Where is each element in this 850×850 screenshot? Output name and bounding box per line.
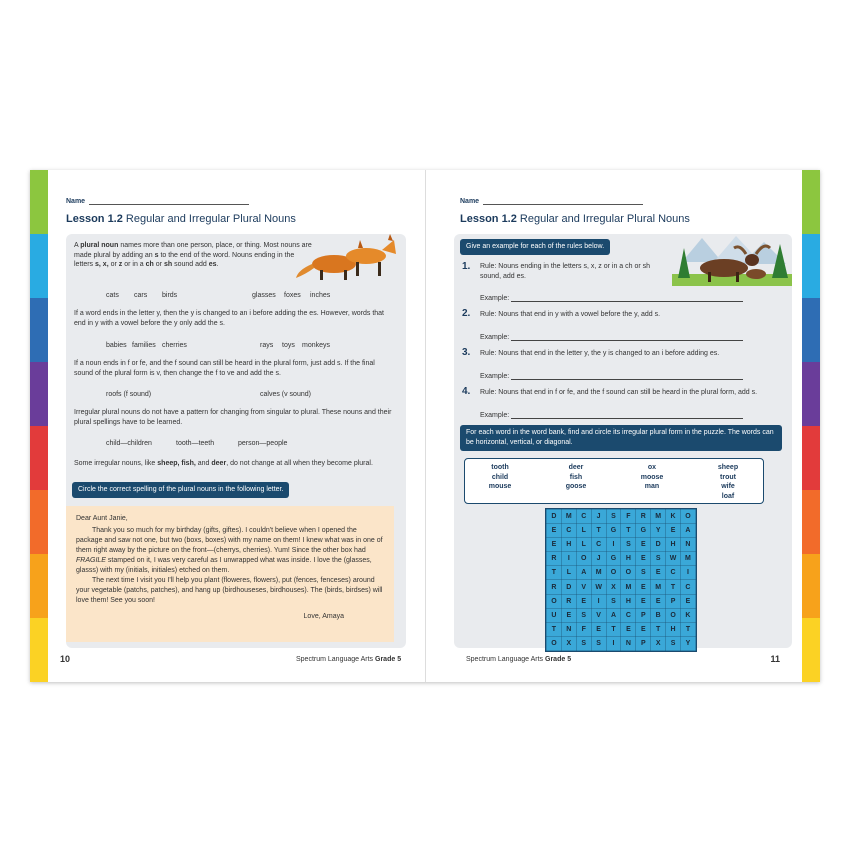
lesson-number: Lesson 1.2 bbox=[460, 213, 517, 225]
puzzle-cell[interactable]: A bbox=[681, 524, 696, 538]
puzzle-cell[interactable]: X bbox=[651, 636, 666, 650]
lesson-panel: A plural noun names more than one person, place, or thing. Most nouns are made plural by adding an s to the end of the word. Nouns ending in the letters s, x, or z or in a ch or sh sound add es. cats cars birds glasses foxes inches If a word ends in the letter y, then the y is changed to an i before adding the es. However, words that end in y with a vowel before the y only add the s. babies families cherries rays toys monkeys If a noun ends in f or fe, and the f sound can still be heard in the plural form, just add s. If the final sound of the plural form is v, then change the f to ve and add the s. roofs (f sound) calves (v sound) Irregular plural nouns do not have a pattern for changing from singular to plural. These nouns and their plural spellings have to be learned. child—children tooth—teeth person—people Some irregular nouns, like sheep, fish, and deer, do not change at all when they become plural. Circle the correct spelling of the plural nouns in the following letter. Dear Aunt Janie, Thank you so much for my birthday (gifts, giftes). I couldn't believe when I opened the package and saw not one, but two (boxs, boxes) with my name on them! I knew what was in one of them right away by the picture on the front—(cherrys, cherries). Yum! Since the other box had FRAGILE stamped on it, I was very careful as I unwrapped what was inside. I love the (glasses, glasss) with my (initials, initiales) etched on them. The next time I visit you I'll help you plant (floweres, flowers), put (fences, fenceses) around your vegetable (patchs, patches), and hang up (birdhouseses, birdhouses). The (birds, birdses) will love them! See you soon! Love, Amaya bbox=[66, 234, 406, 648]
puzzle-cell[interactable]: L bbox=[576, 524, 591, 538]
name-label: Name bbox=[66, 198, 86, 205]
puzzle-cell[interactable]: S bbox=[591, 636, 606, 650]
puzzle-cell[interactable]: S bbox=[636, 566, 651, 580]
puzzle-cell[interactable]: U bbox=[547, 608, 562, 622]
puzzle-cell[interactable]: B bbox=[651, 608, 666, 622]
puzzle-cell[interactable]: E bbox=[681, 594, 696, 608]
letter-greeting: Dear Aunt Janie, bbox=[76, 515, 128, 522]
letter-instructions-banner: Circle the correct spelling of the plural nouns in the following letter. bbox=[72, 482, 289, 498]
puzzle-cell[interactable]: E bbox=[636, 580, 651, 594]
lesson-title bbox=[66, 213, 296, 225]
name-field[interactable] bbox=[460, 198, 643, 205]
puzzle-cell[interactable]: D bbox=[561, 580, 576, 594]
puzzle-cell[interactable]: O bbox=[666, 608, 681, 622]
footer-right: Spectrum Language Arts Grade 5 bbox=[466, 656, 572, 663]
puzzle-cell[interactable]: K bbox=[666, 510, 681, 524]
rule-3-text: Rule: Nouns that end in the letter y, the y is changed to an i before adding es. bbox=[480, 350, 720, 357]
puzzle-grid[interactable] bbox=[546, 509, 696, 651]
puzzle-cell[interactable]: C bbox=[681, 580, 696, 594]
rule-1-text: Rule: Nouns ending in the letters s, x, z or in a ch or sh sound, add es. bbox=[480, 263, 651, 280]
puzzle-cell[interactable]: P bbox=[666, 594, 681, 608]
puzzle-cell[interactable]: X bbox=[561, 636, 576, 650]
puzzle-cell[interactable]: E bbox=[636, 622, 651, 636]
puzzle-cell[interactable]: M bbox=[621, 580, 636, 594]
puzzle-row bbox=[547, 566, 696, 580]
puzzle-cell[interactable]: S bbox=[606, 594, 621, 608]
puzzle-cell[interactable]: V bbox=[576, 580, 591, 594]
puzzle-cell[interactable]: T bbox=[547, 622, 562, 636]
puzzle-cell[interactable]: H bbox=[621, 594, 636, 608]
puzzle-cell[interactable]: S bbox=[666, 636, 681, 650]
puzzle-cell[interactable]: I bbox=[561, 552, 576, 566]
puzzle-cell[interactable]: M bbox=[561, 510, 576, 524]
right-color-stripe bbox=[802, 170, 820, 682]
puzzle-cell[interactable]: T bbox=[547, 566, 562, 580]
puzzle-cell[interactable]: S bbox=[576, 608, 591, 622]
puzzle-cell[interactable]: O bbox=[576, 552, 591, 566]
lesson-title-text: Regular and Irregular Plural Nouns bbox=[519, 213, 690, 225]
puzzle-cell[interactable]: S bbox=[621, 538, 636, 552]
foxes-illustration bbox=[294, 234, 402, 282]
puzzle-cell[interactable]: M bbox=[591, 566, 606, 580]
rule-2-number: 2. bbox=[462, 308, 471, 319]
lesson-number: Lesson 1.2 bbox=[66, 213, 123, 225]
left-color-stripe bbox=[30, 170, 48, 682]
puzzle-cell[interactable]: E bbox=[666, 524, 681, 538]
puzzle-cell[interactable]: C bbox=[561, 524, 576, 538]
puzzle-cell[interactable]: T bbox=[681, 622, 696, 636]
puzzle-cell[interactable]: R bbox=[547, 580, 562, 594]
puzzle-cell[interactable]: C bbox=[576, 510, 591, 524]
puzzle-cell[interactable]: E bbox=[636, 552, 651, 566]
rule-2-text: Rule: Nouns that end in y with a vowel before the y, add s. bbox=[480, 311, 661, 318]
rule-2-example[interactable]: Example: bbox=[480, 334, 743, 341]
rule-4-example[interactable]: Example: bbox=[480, 412, 743, 419]
word-bank-column-1: tooth child mouse bbox=[488, 464, 512, 490]
puzzle-cell[interactable]: I bbox=[606, 538, 621, 552]
puzzle-row bbox=[547, 622, 696, 636]
puzzle-cell[interactable]: J bbox=[591, 552, 606, 566]
rule-f-text: If a noun ends in f or fe, and the f sound can still be heard in the plural form, just add s. If the final sound of the plural form is v, then change the f to ve and add the s. bbox=[74, 360, 375, 377]
puzzle-cell[interactable]: G bbox=[606, 524, 621, 538]
puzzle-cell[interactable]: M bbox=[651, 510, 666, 524]
puzzle-cell[interactable]: N bbox=[681, 538, 696, 552]
puzzle-cell[interactable]: E bbox=[636, 594, 651, 608]
puzzle-cell[interactable]: L bbox=[576, 538, 591, 552]
puzzle-cell[interactable]: C bbox=[591, 538, 606, 552]
word-bank-column-2: deer fish goose bbox=[565, 464, 587, 490]
puzzle-cell[interactable]: T bbox=[621, 524, 636, 538]
puzzle-row bbox=[547, 636, 696, 650]
lesson-title-text: Regular and Irregular Plural Nouns bbox=[125, 213, 296, 225]
puzzle-cell[interactable]: E bbox=[547, 524, 562, 538]
puzzle-cell[interactable]: I bbox=[606, 636, 621, 650]
puzzle-cell[interactable]: I bbox=[591, 594, 606, 608]
puzzle-cell[interactable]: T bbox=[606, 622, 621, 636]
puzzle-cell[interactable]: N bbox=[561, 622, 576, 636]
exercise-panel bbox=[454, 234, 792, 648]
puzzle-row bbox=[547, 594, 696, 608]
unchanged-text: Some irregular nouns, like sheep, fish, and deer, do not change at all when they become plural. bbox=[74, 460, 373, 467]
puzzle-cell[interactable]: H bbox=[621, 552, 636, 566]
puzzle-cell[interactable]: E bbox=[636, 538, 651, 552]
puzzle-cell[interactable]: N bbox=[621, 636, 636, 650]
letter-box bbox=[66, 506, 394, 642]
puzzle-cell[interactable]: X bbox=[606, 580, 621, 594]
rule-4-number: 4. bbox=[462, 386, 471, 397]
rule-1-example[interactable]: Example: bbox=[480, 295, 743, 302]
puzzle-cell[interactable]: L bbox=[561, 566, 576, 580]
puzzle-cell[interactable]: F bbox=[621, 510, 636, 524]
letter-signoff: Love, Amaya bbox=[303, 613, 344, 620]
puzzle-cell[interactable]: E bbox=[651, 594, 666, 608]
lesson-title bbox=[460, 213, 690, 225]
puzzle-cell[interactable]: M bbox=[651, 580, 666, 594]
puzzle-row bbox=[547, 608, 696, 622]
footer-left: Spectrum Language Arts Grade 5 bbox=[296, 656, 402, 663]
name-label: Name bbox=[460, 198, 480, 205]
rule-y-text: If a word ends in the letter y, then the y is changed to an i before adding the es. However, words that end in y with a vowel before the y only add the s. bbox=[74, 310, 384, 327]
puzzle-cell[interactable]: O bbox=[547, 636, 562, 650]
name-field[interactable] bbox=[66, 198, 249, 205]
puzzle-cell[interactable]: P bbox=[636, 608, 651, 622]
puzzle-row bbox=[547, 538, 696, 552]
puzzle-cell[interactable]: R bbox=[636, 510, 651, 524]
puzzle-cell[interactable]: K bbox=[681, 608, 696, 622]
puzzle-cell[interactable]: S bbox=[651, 552, 666, 566]
puzzle-cell[interactable]: O bbox=[547, 594, 562, 608]
irregular-text: Irregular plural nouns do not have a pattern for changing from singular to plural. These nouns and their plural spellings have to be learned. bbox=[74, 409, 392, 426]
left-page bbox=[48, 170, 426, 682]
puzzle-cell[interactable]: E bbox=[576, 594, 591, 608]
intro-text: A plural noun names more than one person, place, or thing. Most nouns are made plural by adding an s to the end of the word. Nouns ending in the letters s, x, or z or in a ch or sh sound add es. bbox=[74, 242, 312, 268]
puzzle-cell[interactable]: H bbox=[666, 538, 681, 552]
rule-3-number: 3. bbox=[462, 347, 471, 358]
puzzle-cell[interactable]: C bbox=[621, 608, 636, 622]
puzzle-cell[interactable]: H bbox=[561, 538, 576, 552]
puzzle-cell[interactable]: T bbox=[591, 524, 606, 538]
rules-banner: Give an example for each of the rules below. bbox=[460, 239, 610, 255]
puzzle-cell[interactable]: E bbox=[651, 566, 666, 580]
puzzle-cell[interactable]: R bbox=[547, 552, 562, 566]
puzzle-cell[interactable]: Y bbox=[681, 636, 696, 650]
puzzle-cell[interactable]: C bbox=[666, 566, 681, 580]
page-number-right: 11 bbox=[770, 654, 780, 664]
puzzle-cell[interactable]: I bbox=[681, 566, 696, 580]
moose-illustration bbox=[672, 234, 792, 286]
puzzle-row bbox=[547, 510, 696, 524]
puzzle-cell[interactable]: M bbox=[681, 552, 696, 566]
puzzle-row bbox=[547, 552, 696, 566]
puzzle-cell[interactable]: T bbox=[651, 622, 666, 636]
puzzle-cell[interactable]: S bbox=[576, 636, 591, 650]
puzzle-cell[interactable]: G bbox=[636, 524, 651, 538]
workbook-spread bbox=[30, 170, 820, 682]
puzzle-cell[interactable]: D bbox=[547, 510, 562, 524]
puzzle-cell[interactable]: V bbox=[591, 608, 606, 622]
puzzle-cell[interactable]: W bbox=[666, 552, 681, 566]
word-bank bbox=[464, 458, 764, 504]
word-bank-column-4: sheep trout wife loaf bbox=[717, 464, 739, 500]
puzzle-cell[interactable]: H bbox=[666, 622, 681, 636]
puzzle-cell[interactable]: R bbox=[561, 594, 576, 608]
puzzle-cell[interactable]: E bbox=[591, 622, 606, 636]
letter-paragraph-1[interactable]: Thank you so much for my birthday (gifts, giftes). I couldn't believe when I opened the package and saw not one, but two (boxs, boxes) with my name on them! I knew what was in one of them right away by the picture on the front—(cherrys, cherries). Yum! Since the other box had FRAGILE stamped on it, I was very careful as I unwrapped what was inside. I love the (glasses, glasss) with my (initials, initiales) etched on them. bbox=[76, 527, 383, 574]
puzzle-cell[interactable]: D bbox=[651, 538, 666, 552]
word-search-banner: For each word in the word bank, find and circle its irregular plural form in the puzzle. The words can be horizontal, vertical, or diagonal. bbox=[460, 425, 782, 451]
puzzle-cell[interactable]: E bbox=[547, 538, 562, 552]
puzzle-cell[interactable]: Y bbox=[651, 524, 666, 538]
puzzle-cell[interactable]: J bbox=[591, 510, 606, 524]
page-number-left: 10 bbox=[60, 654, 71, 664]
puzzle-cell[interactable]: O bbox=[681, 510, 696, 524]
word-bank-column-3: ox moose man bbox=[640, 464, 664, 490]
puzzle-cell[interactable]: G bbox=[606, 552, 621, 566]
puzzle-row bbox=[547, 580, 696, 594]
puzzle-cell[interactable]: O bbox=[621, 566, 636, 580]
puzzle-cell[interactable]: A bbox=[606, 608, 621, 622]
puzzle-cell[interactable]: S bbox=[606, 510, 621, 524]
puzzle-cell[interactable]: O bbox=[606, 566, 621, 580]
puzzle-cell[interactable]: P bbox=[636, 636, 651, 650]
rule-3-example[interactable]: Example: bbox=[480, 373, 743, 380]
letter-paragraph-2[interactable]: The next time I visit you I'll help you plant (floweres, flowers), put (fences, fenceses) around your vegetable (patchs, patches), and hang up (birdhouseses, birdhouses). The (birds, birdses) will love them! See you soon! bbox=[76, 577, 383, 604]
puzzle-cell[interactable]: W bbox=[591, 580, 606, 594]
puzzle-cell[interactable]: F bbox=[576, 622, 591, 636]
puzzle-row bbox=[547, 524, 696, 538]
rule-1-number: 1. bbox=[462, 261, 471, 272]
rule-4-text: Rule: Nouns that end in f or fe, and the f sound can still be heard in the plural form, add s. bbox=[480, 389, 758, 396]
puzzle-cell[interactable]: A bbox=[576, 566, 591, 580]
word-search-puzzle[interactable] bbox=[545, 508, 697, 652]
puzzle-cell[interactable]: E bbox=[561, 608, 576, 622]
right-page bbox=[426, 170, 802, 682]
puzzle-cell[interactable]: T bbox=[666, 580, 681, 594]
puzzle-cell[interactable]: E bbox=[621, 622, 636, 636]
